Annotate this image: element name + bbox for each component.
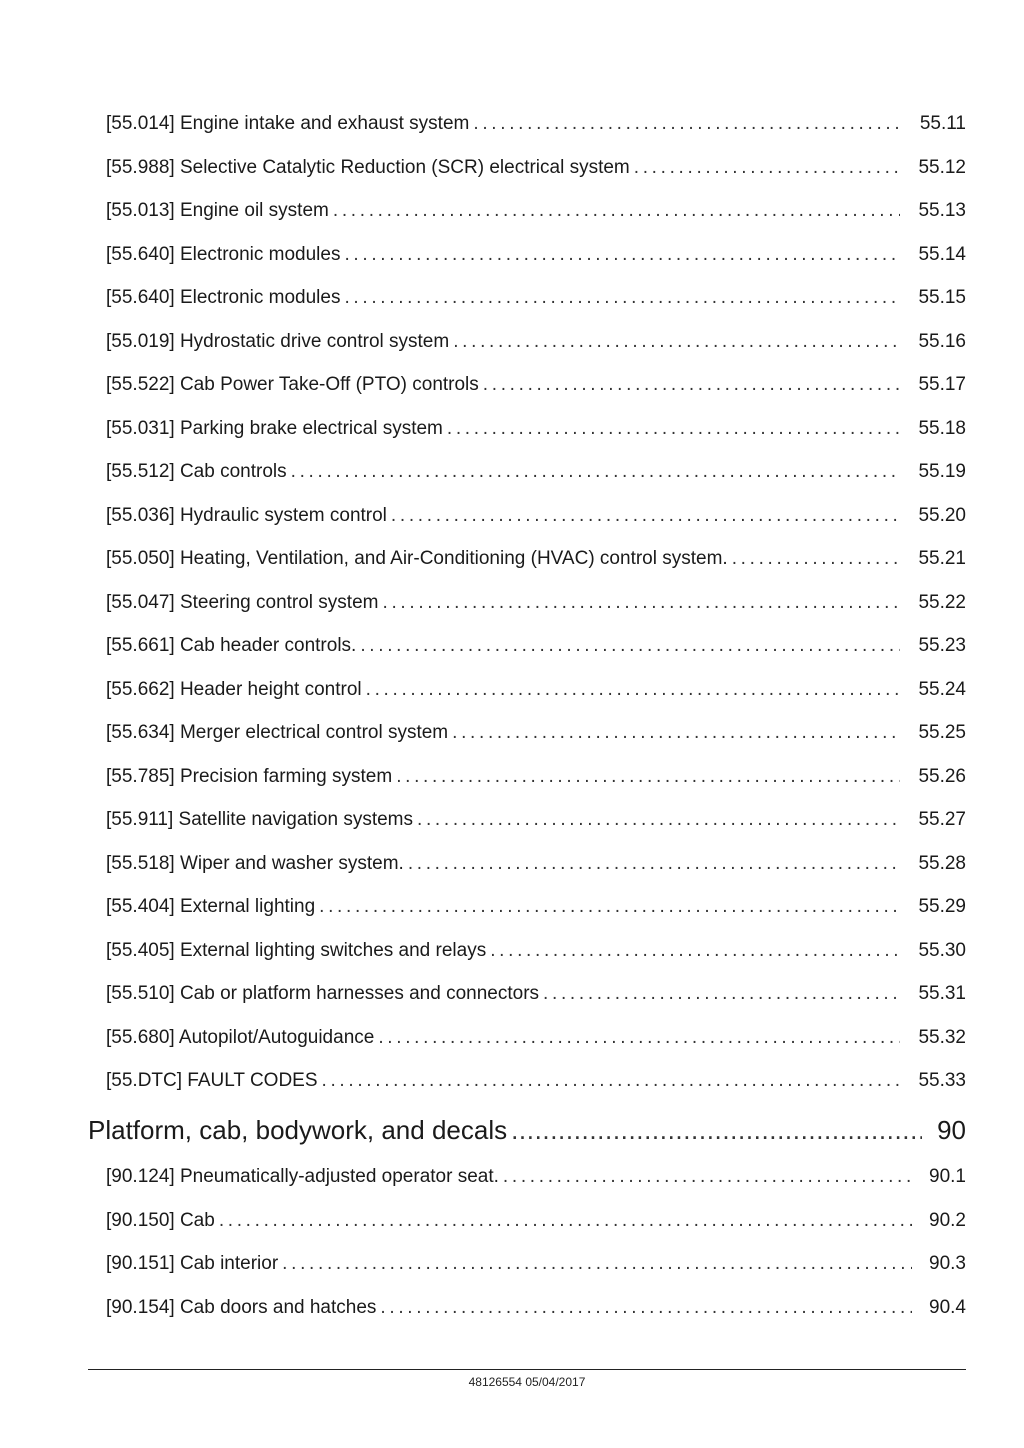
toc-entry-title: [55.680] Autopilot/Autoguidance: [106, 1027, 375, 1048]
dot-leader: [543, 982, 900, 1006]
toc-entry[interactable]: [106, 852, 966, 876]
toc-entry-page: 55.33: [918, 1070, 966, 1091]
toc-entry[interactable]: [106, 895, 966, 919]
footer-divider: [88, 1369, 966, 1370]
dot-leader: [511, 1114, 922, 1146]
toc-entry[interactable]: [106, 112, 966, 136]
toc-entry-page: 90.1: [929, 1166, 966, 1187]
toc-entry-title: [55.661] Cab header controls.: [106, 635, 357, 656]
toc-entry-title: [55.512] Cab controls: [106, 461, 287, 482]
toc-entry-page: 55.12: [918, 157, 966, 178]
toc-entry[interactable]: [106, 1296, 966, 1320]
dot-leader: [333, 199, 900, 223]
toc-entry-title: [55.634] Merger electrical control system: [106, 722, 449, 743]
toc-entry-title: [90.151] Cab interior: [106, 1253, 279, 1274]
toc-entry-page: 55.15: [918, 287, 966, 308]
toc-entry[interactable]: [106, 634, 966, 658]
dot-leader: [490, 939, 900, 963]
toc-entry-page: 55.16: [918, 331, 966, 352]
toc-entry-title: [55.911] Satellite navigation systems: [106, 809, 413, 830]
toc-entry-title: [55.522] Cab Power Take-Off (PTO) controls: [106, 374, 479, 395]
toc-entry-title: [55.405] External lighting switches and relays: [106, 940, 487, 961]
toc-entry[interactable]: [106, 1252, 966, 1276]
toc-entry-page: 55.14: [918, 244, 966, 265]
toc-entry-title: [55.047] Steering control system: [106, 592, 379, 613]
toc-entry-page: 55.20: [918, 505, 966, 526]
toc-entry-title: [55.988] Selective Catalytic Reduction (SCR) electrical system: [106, 157, 630, 178]
footer-doc-id: 48126554 05/04/2017: [468, 1375, 586, 1389]
toc-entry-title: [55.662] Header height control: [106, 679, 362, 700]
toc-entry[interactable]: [106, 1165, 966, 1189]
toc-section-heading[interactable]: [88, 1114, 966, 1146]
dot-leader: [344, 243, 900, 267]
toc-entry-page: 55.29: [918, 896, 966, 917]
toc-entry[interactable]: [106, 808, 966, 832]
dot-leader: [408, 852, 900, 876]
toc-entry[interactable]: [106, 1026, 966, 1050]
toc-entry-title: [55.785] Precision farming system: [106, 766, 393, 787]
dot-leader: [396, 765, 900, 789]
dot-leader: [634, 156, 900, 180]
toc-entry[interactable]: [106, 286, 966, 310]
toc-entry[interactable]: [106, 547, 966, 571]
toc-entry[interactable]: [106, 678, 966, 702]
dot-leader: [366, 678, 900, 702]
toc-entry-title: [55.014] Engine intake and exhaust system: [106, 113, 470, 134]
toc-entry-page: 55.13: [918, 200, 966, 221]
toc-entry[interactable]: [106, 591, 966, 615]
dot-leader: [483, 373, 900, 397]
toc-entry[interactable]: [106, 199, 966, 223]
toc-entry-page: 55.32: [918, 1027, 966, 1048]
toc-entry[interactable]: [106, 1209, 966, 1233]
toc-entry-page: 55.21: [918, 548, 966, 569]
toc-entry[interactable]: [106, 156, 966, 180]
toc-entry-title: [90.124] Pneumatically-adjusted operator seat.: [106, 1166, 499, 1187]
toc-entry-page: 55.22: [918, 592, 966, 613]
toc-entry[interactable]: [106, 330, 966, 354]
toc-entry-page: 55.31: [918, 983, 966, 1004]
toc-entry-title: [55.031] Parking brake electrical system: [106, 418, 443, 439]
dot-leader: [319, 895, 900, 919]
toc-entry-title: [55.640] Electronic modules: [106, 244, 341, 265]
toc-entry-title: [55.036] Hydraulic system control: [106, 505, 387, 526]
toc-entry-page: 55.17: [918, 374, 966, 395]
dot-leader: [360, 634, 900, 658]
toc-entry-title: [55.050] Heating, Ventilation, and Air-Conditioning (HVAC) control system.: [106, 548, 728, 569]
toc-entry-page: 55.25: [918, 722, 966, 743]
toc-entry[interactable]: [106, 721, 966, 745]
dot-leader: [417, 808, 900, 832]
dot-leader: [378, 1026, 900, 1050]
dot-leader: [732, 547, 900, 571]
dot-leader: [452, 721, 900, 745]
toc-entry-title: [90.150] Cab: [106, 1210, 215, 1231]
toc-entry-page: 90.3: [929, 1253, 966, 1274]
dot-leader: [380, 1296, 912, 1320]
toc-entry-page: 55.19: [918, 461, 966, 482]
dot-leader: [382, 591, 900, 615]
toc-entry-page: 55.24: [918, 679, 966, 700]
dot-leader: [219, 1209, 912, 1233]
toc-entry-title: [55.518] Wiper and washer system.: [106, 853, 404, 874]
toc-entry-page: 90.4: [929, 1297, 966, 1318]
toc-entry[interactable]: [106, 765, 966, 789]
dot-leader: [291, 460, 900, 484]
toc-entry[interactable]: [106, 417, 966, 441]
toc-section-page: 90: [937, 1115, 966, 1145]
toc-entry-page: 55.27: [918, 809, 966, 830]
toc-entry-title: [55.DTC] FAULT CODES: [106, 1070, 318, 1091]
dot-leader: [503, 1165, 912, 1189]
toc-entry-title: [90.154] Cab doors and hatches: [106, 1297, 377, 1318]
dot-leader: [447, 417, 900, 441]
toc-entry[interactable]: [106, 373, 966, 397]
dot-leader: [322, 1069, 900, 1093]
toc-entry[interactable]: [106, 982, 966, 1006]
toc-entry[interactable]: [106, 939, 966, 963]
toc-entry[interactable]: [106, 504, 966, 528]
toc-entry[interactable]: [106, 1069, 966, 1093]
dot-leader: [391, 504, 900, 528]
toc-entry-page: 55.26: [918, 766, 966, 787]
toc-entry-page: 55.11: [919, 113, 966, 134]
dot-leader: [453, 330, 900, 354]
toc-section-title: Platform, cab, bodywork, and decals: [88, 1115, 508, 1145]
dot-leader: [344, 286, 900, 310]
dot-leader: [282, 1252, 912, 1276]
toc-entry-page: 55.18: [918, 418, 966, 439]
toc-entry-title: [55.019] Hydrostatic drive control system: [106, 331, 450, 352]
toc-entry-title: [55.510] Cab or platform harnesses and connectors: [106, 983, 540, 1004]
toc-entry[interactable]: [106, 460, 966, 484]
toc-entry[interactable]: [106, 243, 966, 267]
toc-entry-page: 90.2: [929, 1210, 966, 1231]
toc-entry-page: 55.30: [918, 940, 966, 961]
toc-entry-title: [55.640] Electronic modules: [106, 287, 341, 308]
toc-entry-page: 55.23: [918, 635, 966, 656]
dot-leader: [473, 112, 900, 136]
toc-entry-title: [55.404] External lighting: [106, 896, 316, 917]
toc-entry-page: 55.28: [918, 853, 966, 874]
toc-entry-title: [55.013] Engine oil system: [106, 200, 329, 221]
